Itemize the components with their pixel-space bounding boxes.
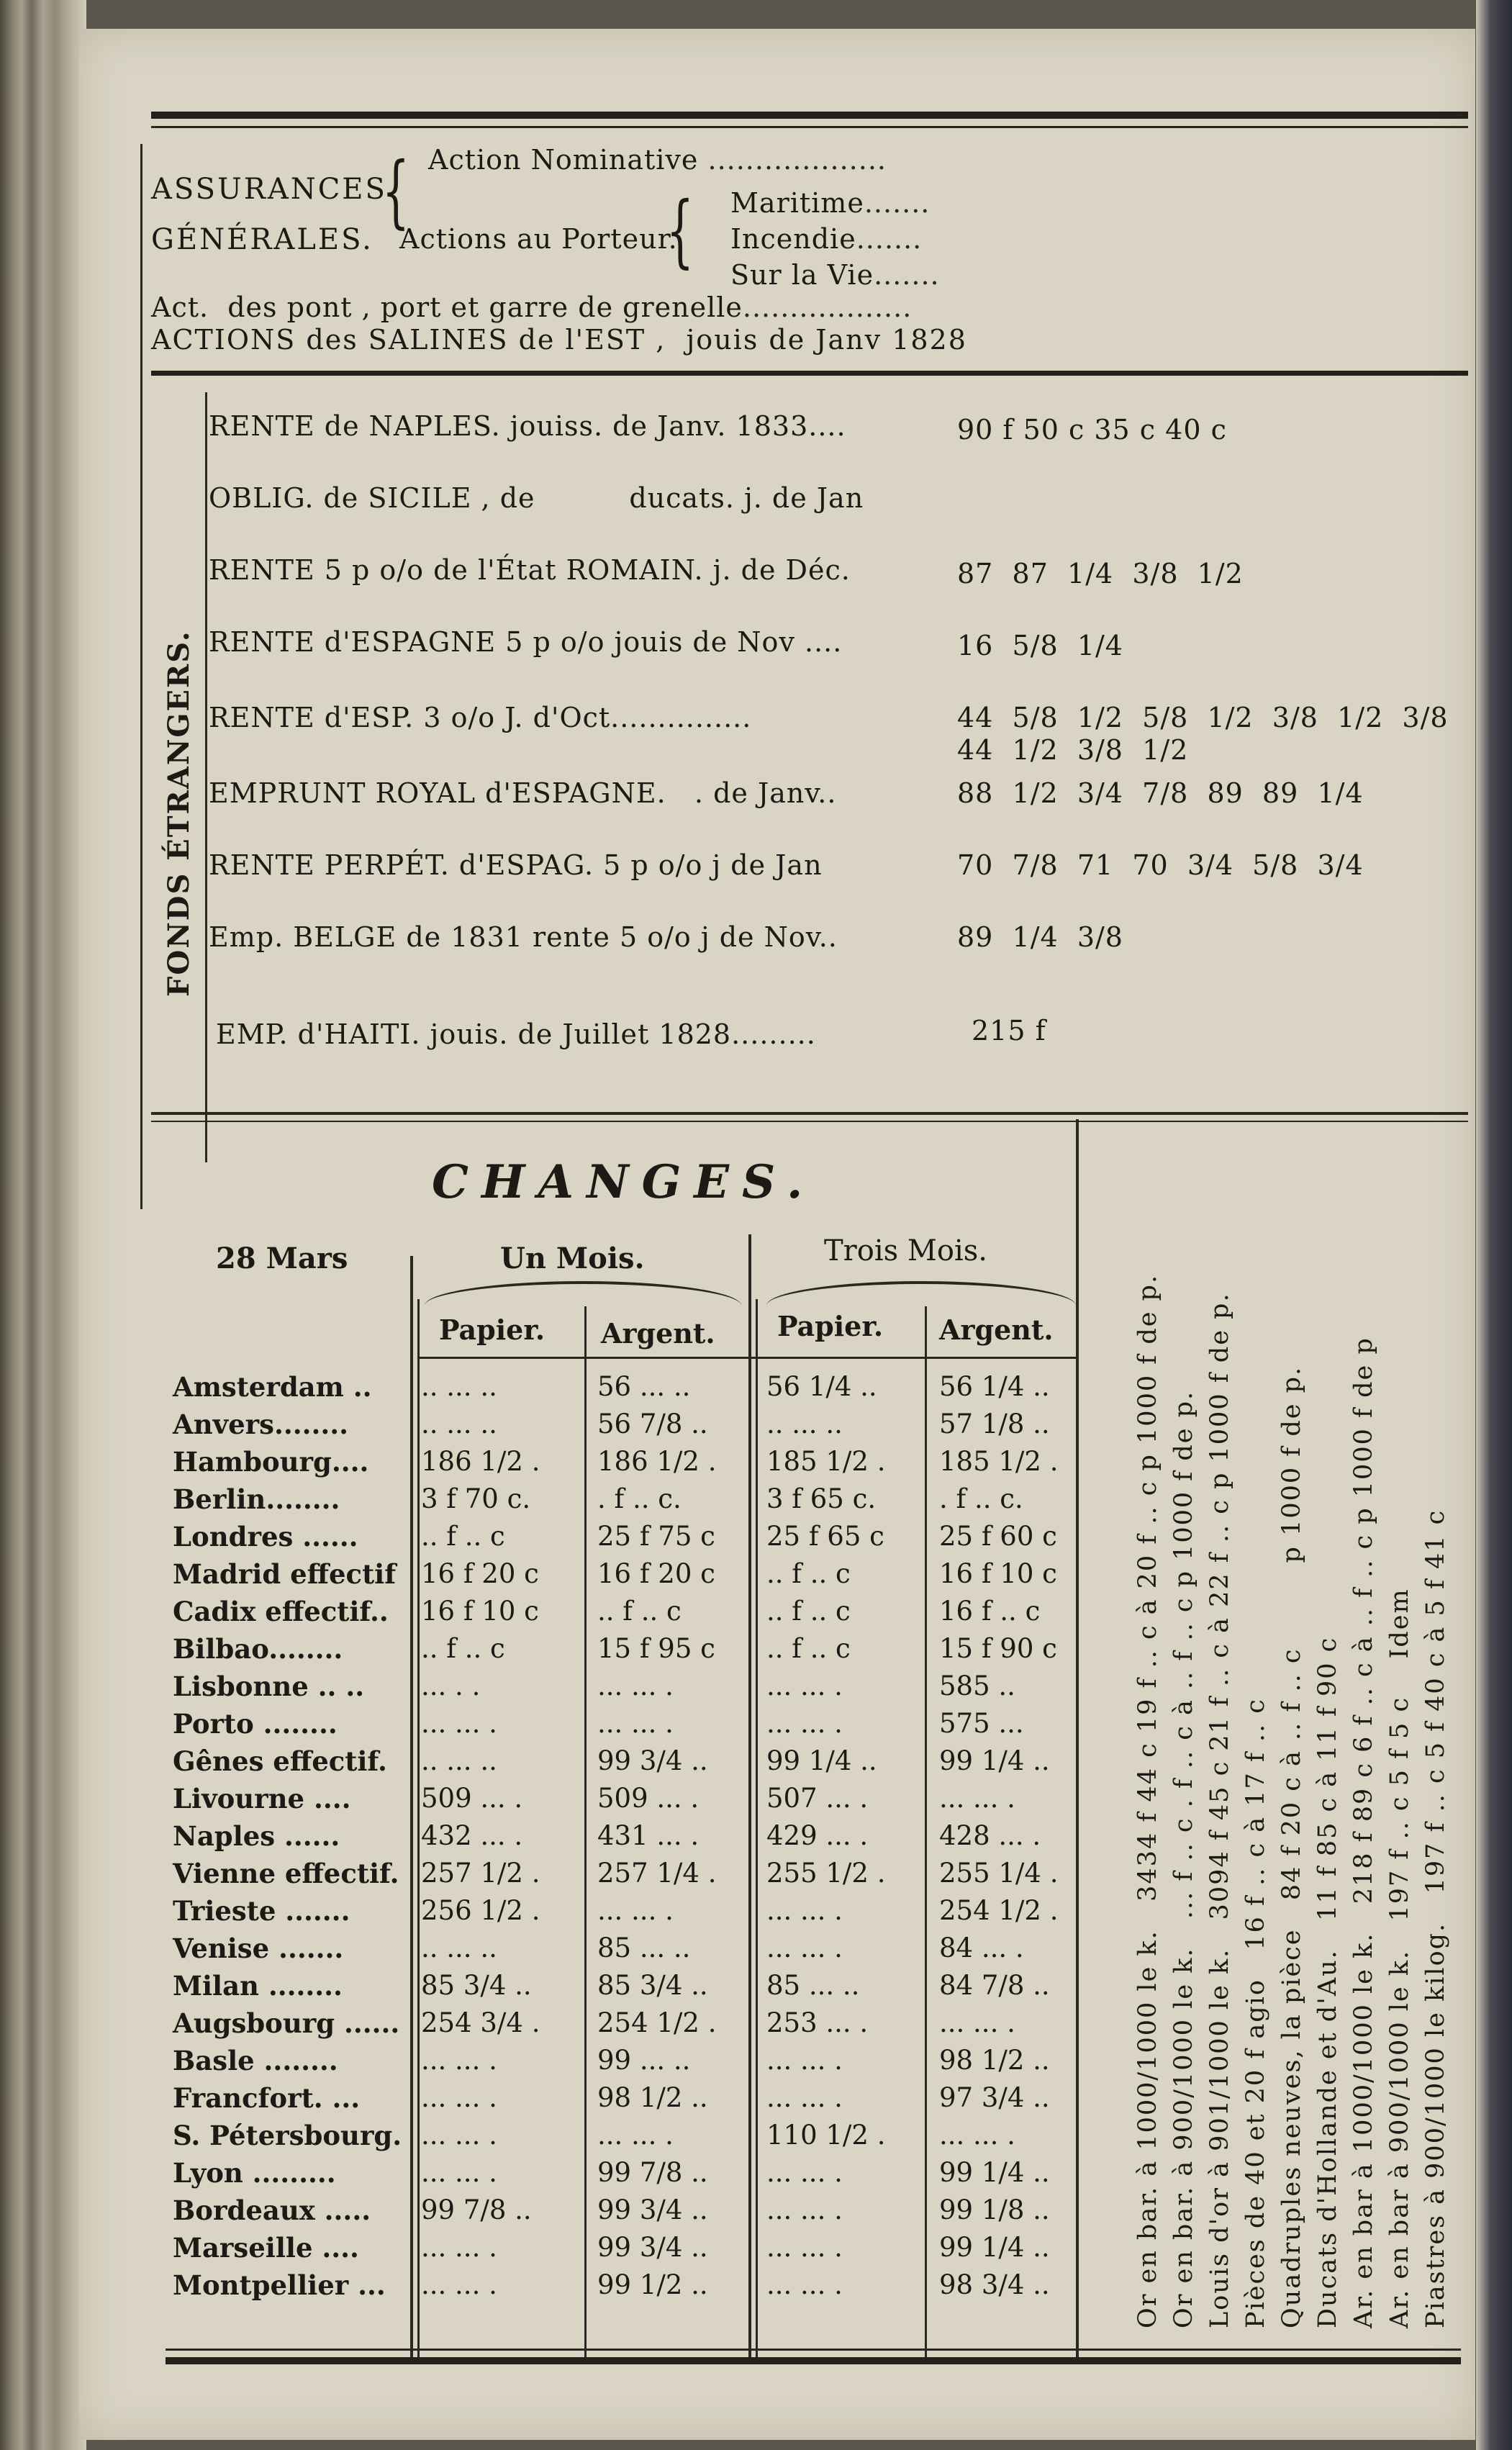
table-row — [72, 1671, 1079, 1708]
papier-header-2: Papier. — [777, 1310, 884, 1342]
cell: 84 7/8 .. — [939, 1970, 1050, 2001]
top-rule — [151, 112, 1468, 119]
cell: 85 3/4 .. — [421, 1970, 532, 2001]
cell: ... ... . — [597, 1708, 674, 1739]
cell: 99 1/4 .. — [939, 2157, 1050, 2188]
sur-la-vie: Sur la Vie....... — [730, 259, 940, 291]
fonds-row-value: 88 1/2 3/4 7/8 89 89 1/4 — [957, 777, 1364, 809]
cell: 16 f 10 c — [939, 1558, 1057, 1589]
cell: .. ... .. — [421, 1371, 497, 1402]
cell: 16 f 20 c — [421, 1558, 539, 1589]
city-name: Bilbao........ — [173, 1633, 343, 1665]
fonds-row-value: 70 7/8 71 70 3/4 5/8 3/4 — [957, 849, 1364, 881]
cell: 575 ... — [939, 1708, 1024, 1739]
actions-porteur: Actions au Porteur. — [399, 223, 678, 255]
cell: 99 3/4 .. — [597, 2232, 708, 2263]
table-row — [72, 1409, 1079, 1446]
page-frame — [72, 83, 1467, 2393]
city-name: Berlin........ — [173, 1483, 340, 1515]
fonds-row-label: EMP. d'HAITI. jouis. de Juillet 1828......... — [216, 1018, 816, 1050]
cell: .. ... .. — [766, 1409, 843, 1439]
cell: 3 f 65 c. — [766, 1483, 877, 1514]
fonds-top-rule — [151, 371, 1468, 376]
cell: ... ... . — [421, 2232, 497, 2263]
cell: ... ... . — [766, 2157, 843, 2188]
un-mois-brace — [425, 1281, 741, 1306]
cell: 25 f 65 c — [766, 1521, 884, 1552]
cell: .. ... .. — [421, 1745, 497, 1776]
action-nominative: Action Nominative ................... — [428, 144, 887, 176]
cell: 254 1/2 . — [939, 1895, 1059, 1926]
argent-header-2: Argent. — [939, 1314, 1054, 1346]
cell: .. f .. c — [766, 1596, 851, 1627]
trois-mois-header: Trois Mois. — [824, 1234, 987, 1267]
cell: .. f .. c — [421, 1633, 505, 1664]
fonds-row-label: RENTE de NAPLES. jouiss. de Janv. 1833.... — [209, 410, 846, 442]
cell: 99 1/2 .. — [597, 2269, 708, 2300]
metal-col-4: Quadruples neuves, la pièce 84 f 20 c à .. f .. c p 1000 f de p. — [1277, 1365, 1306, 2328]
city-name: Bordeaux ..... — [173, 2194, 371, 2226]
brace-porteur: { — [666, 184, 694, 276]
fonds-row-label: EMPRUNT ROYAL d'ESPAGNE. . de Janv.. — [209, 777, 837, 809]
bottom-rule-thin — [166, 2349, 1461, 2351]
city-name: Anvers........ — [173, 1409, 349, 1440]
city-name: Augsbourg ...... — [173, 2007, 400, 2039]
fonds-row-value-2: 44 1/2 3/8 1/2 — [957, 734, 1189, 766]
cell: ... ... . — [766, 2194, 843, 2225]
cell: 99 7/8 .. — [597, 2157, 708, 2188]
table-row — [72, 1895, 1079, 1933]
cell: ... ... . — [421, 1708, 497, 1739]
cell: 99 1/4 .. — [939, 1745, 1050, 1776]
city-name: Venise ....... — [173, 1933, 344, 1964]
book-spine — [1476, 0, 1512, 2450]
table-row — [72, 1858, 1079, 1895]
actions-salines: ACTIONS des SALINES de l'EST , jouis de Janv 1828 — [151, 324, 967, 356]
table-row — [72, 2232, 1079, 2269]
cell: 429 ... . — [766, 1820, 869, 1851]
fonds-row-label: OBLIG. de SICILE , de ducats. j. de Jan — [209, 482, 864, 514]
cell: ... ... . — [421, 2269, 497, 2300]
city-name: Naples ...... — [173, 1820, 340, 1852]
maritime: Maritime....... — [730, 187, 931, 219]
cell: 99 3/4 .. — [597, 1745, 708, 1776]
metal-col-3: Pièces de 40 et 20 f agio 16 f .. c à 17 f .. c — [1241, 1698, 1270, 2328]
city-name: Livourne .... — [173, 1783, 351, 1814]
cell: ... ... . — [766, 2269, 843, 2300]
cell: .. f .. c — [597, 1596, 682, 1627]
cell: 186 1/2 . — [597, 1446, 717, 1477]
cell: 585 .. — [939, 1671, 1015, 1701]
generales-label: GÉNÉRALES. — [151, 223, 374, 256]
left-frame-line — [140, 144, 142, 1209]
city-name: Vienne effectif. — [173, 1858, 399, 1889]
cell: 509 ... . — [597, 1783, 700, 1814]
cell: 98 3/4 .. — [939, 2269, 1050, 2300]
table-row — [72, 1633, 1079, 1671]
cell: 16 f 20 c — [597, 1558, 715, 1589]
cell: ... ... . — [766, 2045, 843, 2076]
cell: 255 1/2 . — [766, 1858, 886, 1889]
fonds-row-label: RENTE d'ESP. 3 o/o J. d'Oct............... — [209, 702, 752, 733]
cell: ... ... . — [766, 2232, 843, 2263]
cell: ... ... . — [766, 1895, 843, 1926]
cell: ... ... . — [597, 2120, 674, 2151]
cell: ... ... . — [421, 2082, 497, 2113]
cell: .. f .. c — [766, 1633, 851, 1664]
cell: ... ... . — [766, 1671, 843, 1701]
cell: 254 1/2 . — [597, 2007, 717, 2038]
bottom-rule — [166, 2357, 1461, 2364]
city-name: Gênes effectif. — [173, 1745, 387, 1777]
cell: 99 1/4 .. — [939, 2232, 1050, 2263]
metal-col-7: Ar. en bar à 900/1000 le k. 197 f .. c 5 f 5 c Idem — [1385, 1588, 1414, 2328]
table-row — [72, 1745, 1079, 1783]
cell: 428 ... . — [939, 1820, 1041, 1851]
table-row — [72, 1446, 1079, 1483]
cell: 16 f .. c — [939, 1596, 1041, 1627]
cell: 15 f 90 c — [939, 1633, 1057, 1664]
city-name: Hambourg.... — [173, 1446, 369, 1478]
cell: ... ... . — [597, 1671, 674, 1701]
cell: ... ... . — [421, 2120, 497, 2151]
cell: 431 ... . — [597, 1820, 700, 1851]
fonds-etrangers-label: FONDS ÉTRANGERS. — [162, 630, 196, 997]
city-name: Marseille .... — [173, 2232, 359, 2264]
metal-col-0: Or en bar. à 1000/1000 le k. 3434 f 44 c 19 f .. c à 20 f .. c p 1000 f de p. — [1133, 1273, 1162, 2328]
fonds-divider — [205, 392, 207, 1162]
cell: ... ... . — [421, 2157, 497, 2188]
city-name: Lyon ......... — [173, 2157, 336, 2189]
cell: 257 1/4 . — [597, 1858, 717, 1889]
fonds-row-value: 87 87 1/4 3/8 1/2 — [957, 558, 1244, 589]
cell: 255 1/4 . — [939, 1858, 1059, 1889]
metal-col-6: Ar. en bar à 1000/1000 le k. 218 f 89 c 6 f .. c à .. f .. c p 1000 f de p — [1349, 1337, 1378, 2328]
cell: 85 3/4 .. — [597, 1970, 708, 2001]
cell: 97 3/4 .. — [939, 2082, 1050, 2113]
cell: 99 1/8 .. — [939, 2194, 1050, 2225]
cell: 15 f 95 c — [597, 1633, 715, 1664]
city-name: Lisbonne .. .. — [173, 1671, 365, 1702]
changes-top-rule-2 — [151, 1121, 1468, 1122]
city-name: Francfort. ... — [173, 2082, 361, 2114]
cell: 186 1/2 . — [421, 1446, 540, 1477]
cell: ... ... . — [939, 2120, 1015, 2151]
table-row — [72, 1783, 1079, 1820]
cell: 256 1/2 . — [421, 1895, 540, 1926]
table-row — [72, 2269, 1079, 2307]
cell: ... ... . — [421, 2045, 497, 2076]
cell: . f .. c. — [939, 1483, 1023, 1514]
cell: .. ... .. — [421, 1933, 497, 1963]
cell: 16 f 10 c — [421, 1596, 539, 1627]
fonds-row-value: 215 f — [972, 1015, 1046, 1047]
cell: 3 f 70 c. — [421, 1483, 531, 1514]
assurances-label: ASSURANCES — [151, 173, 387, 206]
cell: . f .. c. — [597, 1483, 682, 1514]
trois-mois-brace — [766, 1281, 1076, 1306]
city-name: Londres ...... — [173, 1521, 358, 1552]
cell: ... . . — [421, 1671, 481, 1701]
cell: .. ... .. — [421, 1409, 497, 1439]
cell: 185 1/2 . — [939, 1446, 1059, 1477]
city-name: S. Pétersbourg. — [173, 2120, 402, 2151]
cell: 57 1/8 .. — [939, 1409, 1050, 1439]
table-row — [72, 1596, 1079, 1633]
cell: ... ... . — [597, 1895, 674, 1926]
cell: ... ... . — [939, 1783, 1015, 1814]
cell: 85 ... .. — [766, 1970, 860, 2001]
cell: 432 ... . — [421, 1820, 523, 1851]
table-row — [72, 1483, 1079, 1521]
cell: 98 1/2 .. — [939, 2045, 1050, 2076]
cell: 56 1/4 .. — [939, 1371, 1050, 1402]
metal-col-8: Piastres à 900/1000 le kilog. 197 f .. c 5 f 40 c à 5 f 41 c — [1421, 1509, 1450, 2328]
un-mois-header: Un Mois. — [500, 1242, 645, 1275]
subhead-rule — [417, 1357, 1076, 1359]
cell: 509 ... . — [421, 1783, 523, 1814]
fonds-row-label: Emp. BELGE de 1831 rente 5 o/o j de Nov.. — [209, 921, 838, 953]
cell: 25 f 75 c — [597, 1521, 715, 1552]
cell: ... ... . — [766, 2082, 843, 2113]
fonds-row-value: 44 5/8 1/2 5/8 1/2 3/8 1/2 3/8 — [957, 702, 1449, 733]
city-name: Cadix effectif.. — [173, 1596, 389, 1627]
top-rule-thin — [151, 126, 1468, 128]
city-name: Montpellier ... — [173, 2269, 386, 2301]
cell: 56 ... .. — [597, 1371, 691, 1402]
cell: ... ... . — [766, 1708, 843, 1739]
fonds-row-value: 90 f 50 c 35 c 40 c — [957, 414, 1227, 446]
cell: 507 ... . — [766, 1783, 869, 1814]
cell: ... ... . — [939, 2007, 1015, 2038]
fonds-row-label: RENTE d'ESPAGNE 5 p o/o jouis de Nov .... — [209, 626, 843, 658]
changes-title: CHANGES. — [432, 1155, 816, 1209]
fonds-row-value: 89 1/4 3/8 — [957, 921, 1123, 953]
cell: .. f .. c — [766, 1558, 851, 1589]
table-row — [72, 1820, 1079, 1858]
fonds-row-label: RENTE PERPÉT. d'ESPAG. 5 p o/o j de Jan — [209, 849, 823, 881]
table-row — [72, 1970, 1079, 2007]
cell: 99 1/4 .. — [766, 1745, 877, 1776]
cell: 99 7/8 .. — [421, 2194, 532, 2225]
cell: 25 f 60 c — [939, 1521, 1057, 1552]
metal-col-5: Ducats d'Hollande et d'Au. 11 f 85 c à 11 f 90 c — [1313, 1636, 1342, 2328]
incendie: Incendie....... — [730, 223, 923, 255]
cell: 253 ... . — [766, 2007, 869, 2038]
city-name: Amsterdam .. — [173, 1371, 372, 1403]
table-row — [72, 1371, 1079, 1409]
brace-left: { — [381, 145, 410, 237]
metal-col-2: Louis d'or à 901/1000 le k. 3094 f 45 c 21 f .. c à 22 f .. c p 1000 f de p. — [1205, 1292, 1234, 2328]
table-row — [72, 2194, 1079, 2232]
table-row — [72, 1708, 1079, 1745]
fonds-row-label: RENTE 5 p o/o de l'État ROMAIN. j. de Déc. — [209, 554, 851, 586]
cell: 56 1/4 .. — [766, 1371, 877, 1402]
cell: 98 1/2 .. — [597, 2082, 708, 2113]
cell: ... ... . — [766, 1933, 843, 1963]
changes-top-rule — [151, 1112, 1468, 1115]
cell: 257 1/2 . — [421, 1858, 540, 1889]
fonds-row-value: 16 5/8 1/4 — [957, 630, 1123, 661]
table-row — [72, 1558, 1079, 1596]
metal-col-1: Or en bar. à 900/1000 le k. ... f .. c . f .. c à .. f .. c p 1000 f de p. — [1169, 1390, 1198, 2328]
table-row — [72, 2157, 1079, 2194]
papier-header-1: Papier. — [439, 1314, 546, 1346]
table-row — [72, 2120, 1079, 2157]
city-name: Madrid effectif — [173, 1558, 397, 1590]
city-name: Basle ........ — [173, 2045, 338, 2076]
cell: 254 3/4 . — [421, 2007, 540, 2038]
table-row — [72, 2045, 1079, 2082]
city-name: Trieste ....... — [173, 1895, 350, 1927]
city-name: Porto ........ — [173, 1708, 338, 1740]
cell: 56 7/8 .. — [597, 1409, 708, 1439]
table-row — [72, 1521, 1079, 1558]
changes-date: 28 Mars — [216, 1242, 348, 1275]
cell: 99 ... .. — [597, 2045, 691, 2076]
table-row — [72, 2007, 1079, 2045]
cell: 85 ... .. — [597, 1933, 691, 1963]
cell: .. f .. c — [421, 1521, 505, 1552]
cell: 110 1/2 . — [766, 2120, 886, 2151]
cell: 185 1/2 . — [766, 1446, 886, 1477]
cell: 99 3/4 .. — [597, 2194, 708, 2225]
argent-header-1: Argent. — [601, 1317, 715, 1350]
cell: 84 ... . — [939, 1933, 1024, 1963]
table-row — [72, 1933, 1079, 1970]
city-name: Milan ........ — [173, 1970, 343, 2002]
table-row — [72, 2082, 1079, 2120]
act-pont-grenelle: Act. des pont , port et garre de grenelle.................. — [151, 291, 913, 323]
